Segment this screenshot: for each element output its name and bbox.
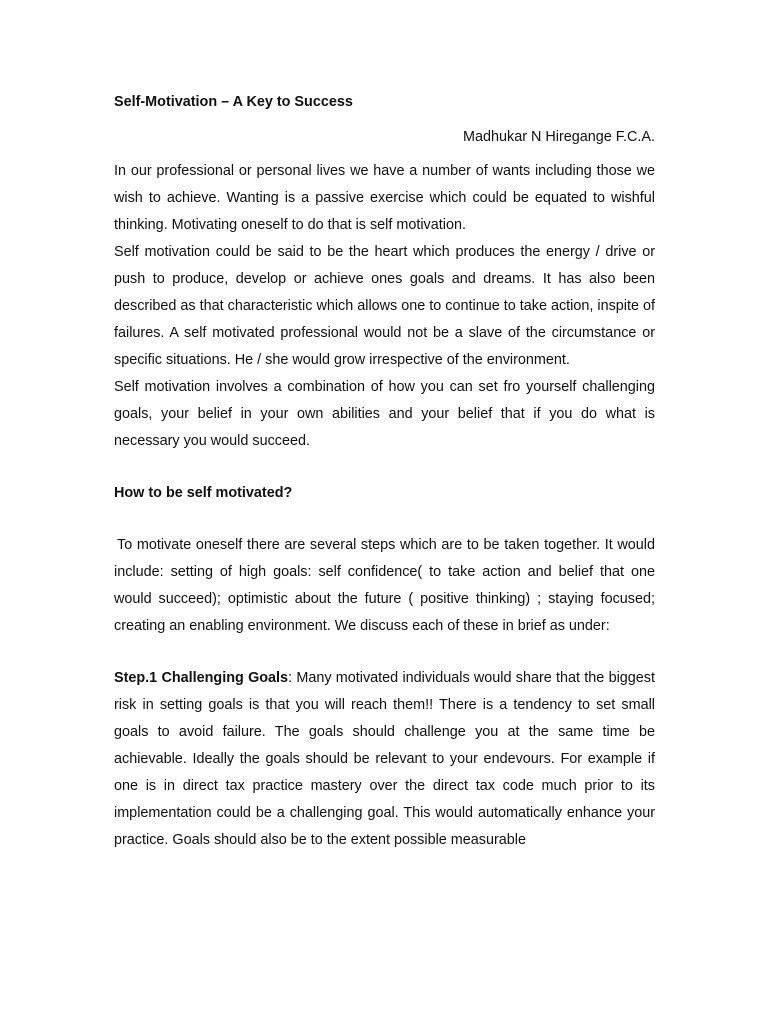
section-heading: How to be self motivated? xyxy=(114,485,293,501)
document-title: Self-Motivation – A Key to Success xyxy=(114,94,353,110)
step1-paragraph xyxy=(114,665,655,854)
author-line: Madhukar N Hiregange F.C.A. xyxy=(463,129,655,145)
document-page xyxy=(114,89,655,854)
steps-paragraph: To motivate oneself there are several steps which are to be taken together. It would include: setting of high goals: self confidence( to take action and belief that one would succeed); optimistic about the future ( positive thinking) ; staying focused; creating an enabling environment. We discuss each of these in brief as under: xyxy=(114,537,655,634)
spacer xyxy=(114,507,655,532)
heart-paragraph: Self motivation could be said to be the heart which produces the energy / drive or push to produce, develop or achieve ones goals and dreams. It has also been described as that characteristic which allows one to continue to take action, inspite of failures. A self motivated professional would not be a slave of the circumstance or specific situations. He / she would grow irrespective of the environment. xyxy=(114,244,655,368)
combination-paragraph: Self motivation involves a combination of how you can set fro yourself challenging goals, your belief in your own abilities and your belief that if you do what is necessary you would succeed. xyxy=(114,379,655,449)
step1-text: : Many motivated individuals would share that the biggest risk in setting goals is that you will reach them!! There is a tendency to set small goals to avoid failure. The goals should challenge you at the same time be achievable. Ideally the goals should be relevant to your endevours. For example if one is in direct tax practice mastery over the direct tax code much prior to its implementation could be a challenging goal. This would automatically enhance your practice. Goals should also be to the extent possible measurable xyxy=(114,670,655,848)
spacer xyxy=(114,455,655,480)
spacer xyxy=(114,640,655,665)
intro-paragraph: In our professional or personal lives we have a number of wants including those we wish to achieve. Wanting is a passive exercise which could be equated to wishful thinking. Motivating oneself to do that is self motivation. xyxy=(114,163,655,233)
step1-label: Step.1 Challenging Goals xyxy=(114,670,289,686)
